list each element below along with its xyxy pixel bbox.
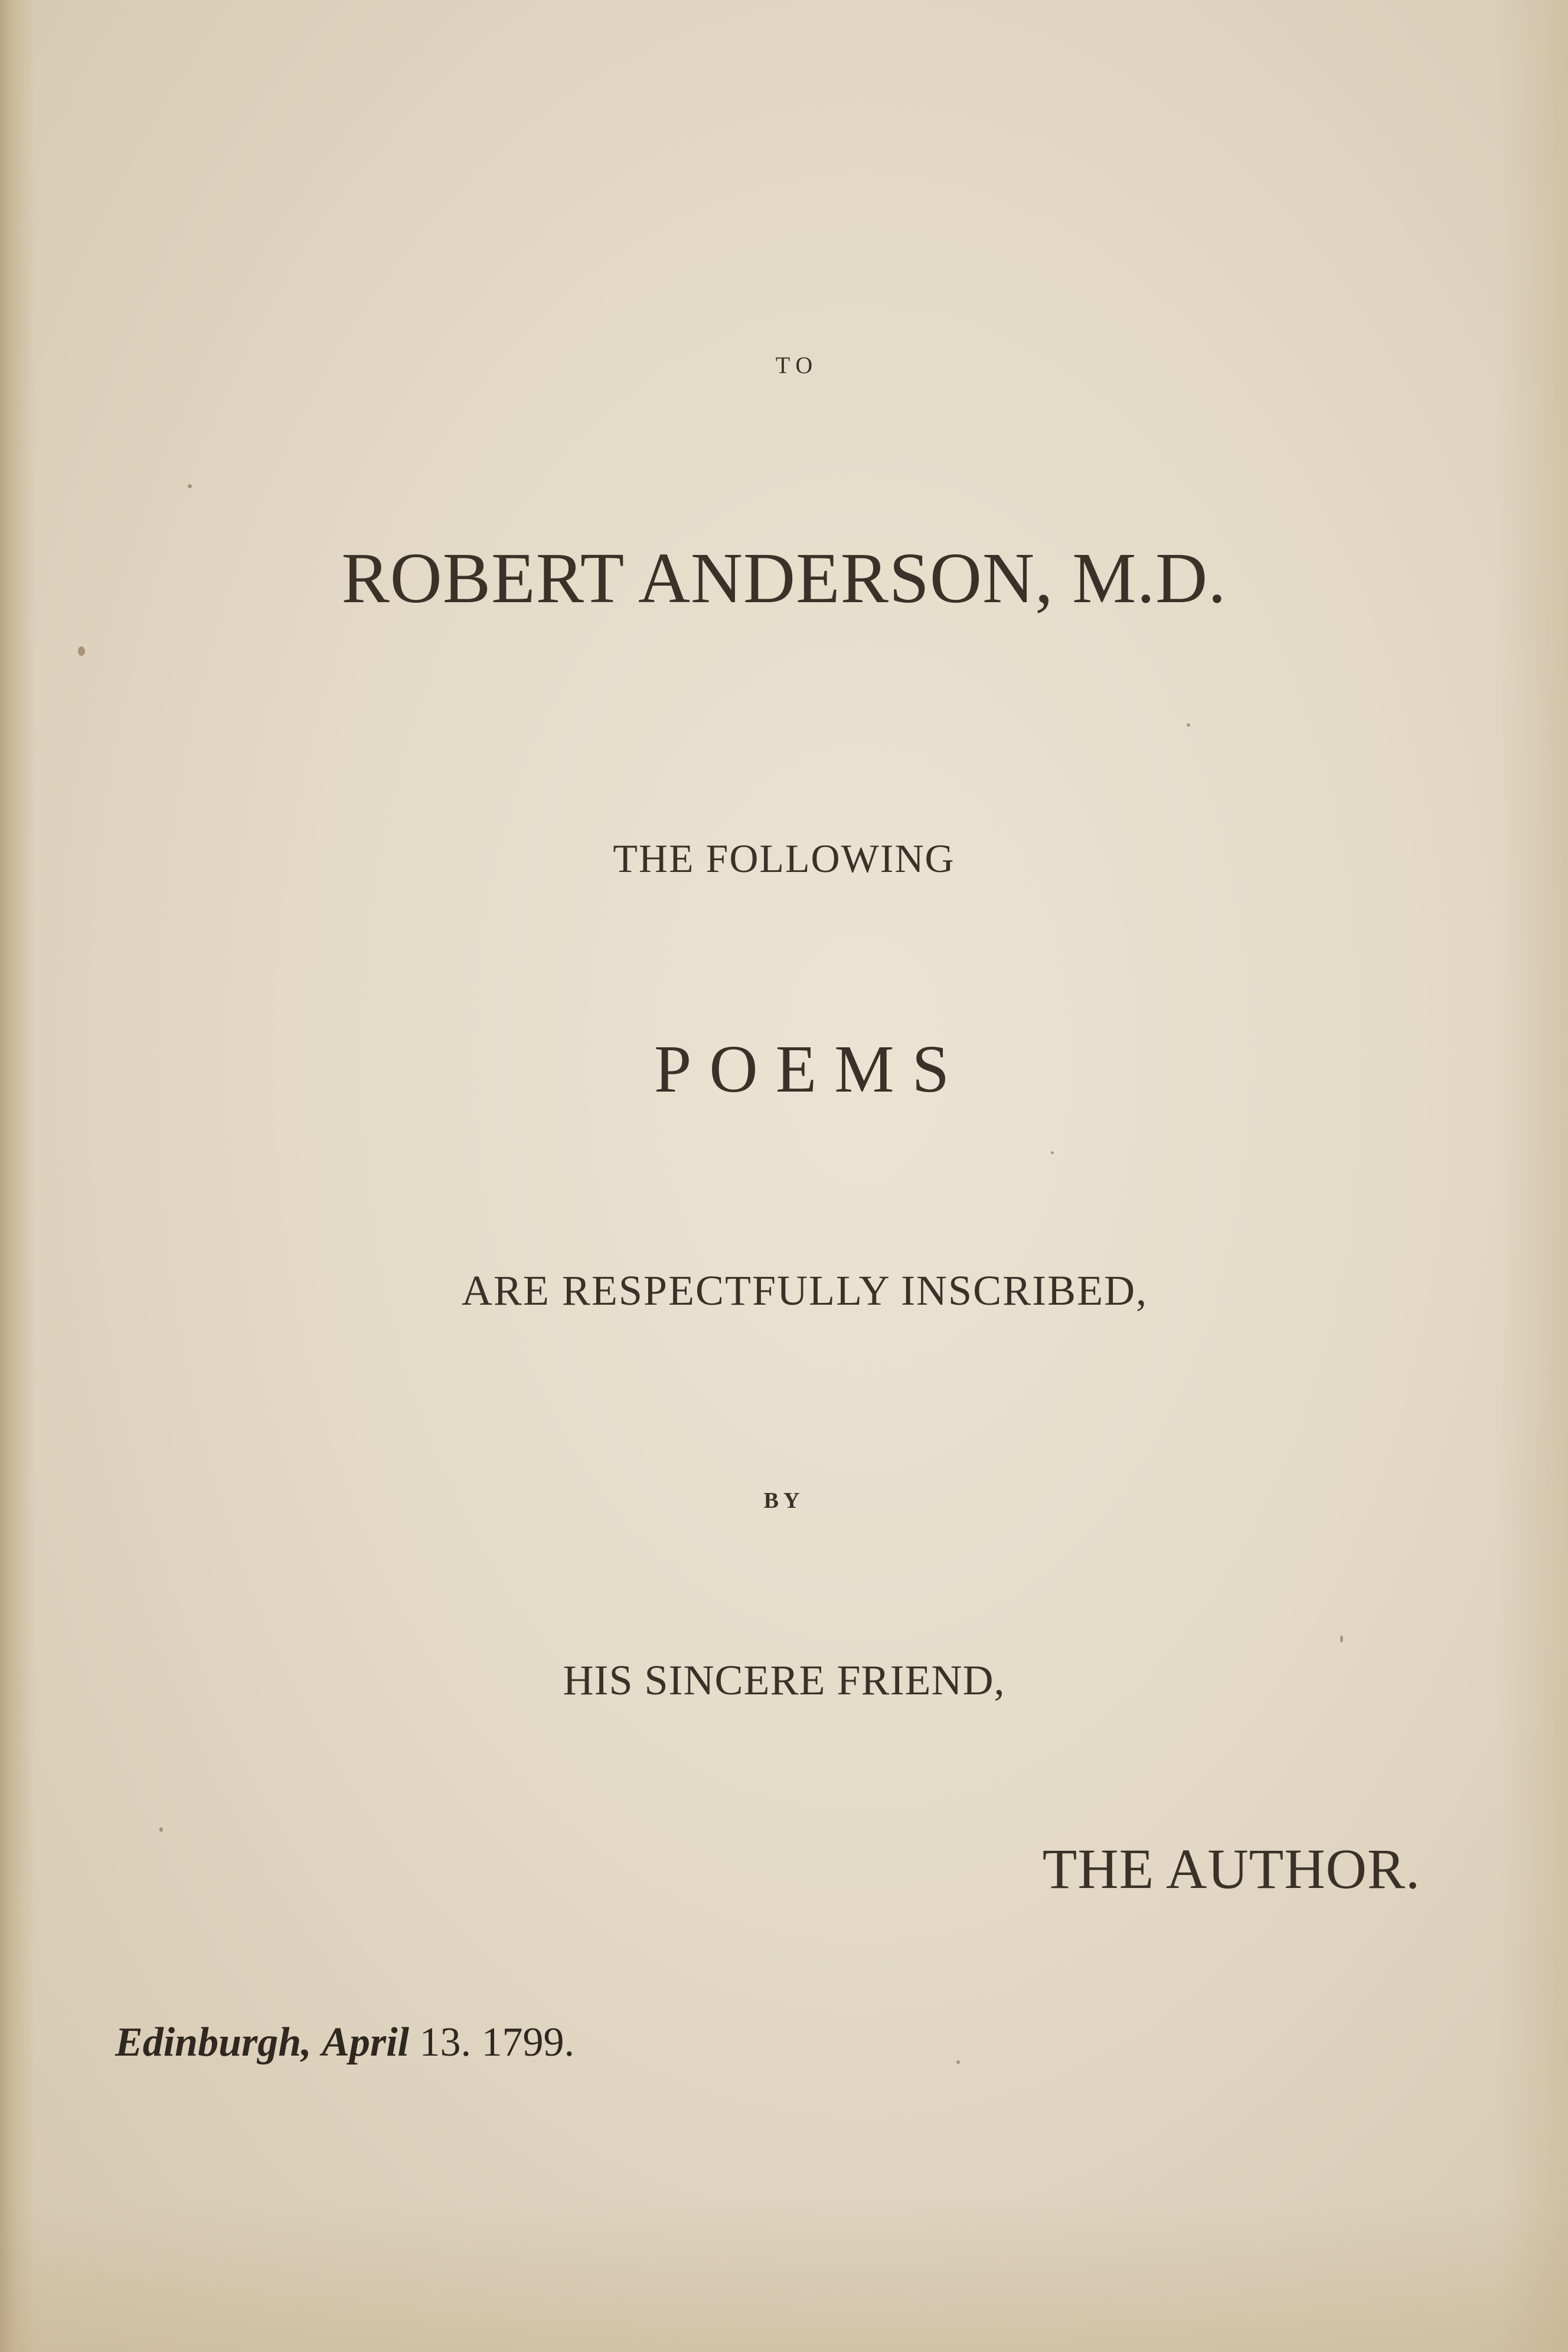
paper-speck [1051,1151,1054,1154]
paper-speck [188,484,192,488]
dedication-recipient: ROBERT ANDERSON, M.D. [341,538,1227,618]
paper-speck [1187,723,1190,727]
imprint-day: 13. [419,2020,471,2065]
paper-speck [159,1827,163,1832]
dedication-line-following: THE FOLLOWING [613,836,955,881]
paper-speck [956,2060,960,2064]
paper-speck [1340,1635,1343,1642]
imprint-place: Edinburgh, [115,2020,312,2065]
imprint-month: April [322,2020,409,2065]
imprint-year: 1799. [481,2020,574,2065]
dedication-line-poems: POEMS [654,1031,968,1106]
dedication-line-by: BY [763,1488,805,1513]
dedication-line-friend: HIS SINCERE FRIEND, [563,1657,1005,1704]
paper-speck [78,646,85,656]
dedication-line-inscribed: ARE RESPECTFULLY INSCRIBED, [461,1267,1148,1314]
page-bottom-shade [0,2199,1568,2352]
dedication-signature: THE AUTHOR. [1042,1837,1420,1900]
imprint-line [115,2019,574,2066]
dedication-to: TO [775,352,819,378]
